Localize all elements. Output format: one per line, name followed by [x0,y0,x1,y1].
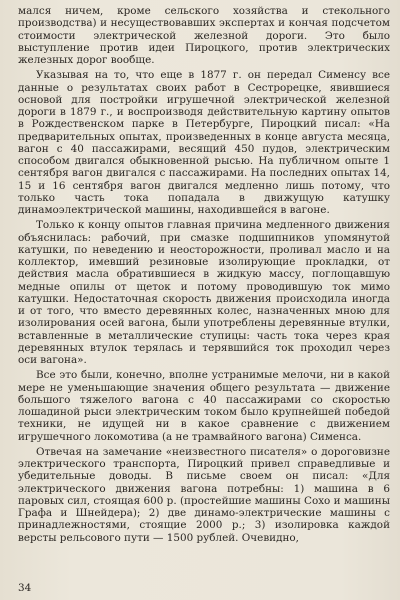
paragraph-5: Отвечая на замечание «неизвестного писателя» о дороговизне электрического транспорта, Пироцкий привел справедливые и убедительные доводы. В письме своем он писал: «Для электрического движения вагона потребны: 1) машина в 6 паровых сил, стоящая 600 р. (простейшие машины Сохо и машины Графа и Шнейдера); 2) две динамо-электрические машины с принадлежностями, стоящие 2000 р.; 3) изолировка каждой версты рельсового пути — 1500 рублей. Очевидно, [18,445,390,544]
paragraph-1: мался ничем, кроме сельского хозяйства и стекольного производства) и несуществовавших экспертах и кончая подсчетом стоимости электрической железной дороги. Это было выступление против идеи Пироцкого, против электрических железных дорог вообще. [18,5,390,66]
page-number: 34 [18,582,32,594]
paragraph-4: Все это были, конечно, вполне устранимые мелочи, ни в какой мере не уменьшающие значения общего результата — движение большого тяжелого вагона с 40 пассажирами со скоростью лошадиной рыси электрическим током было крупнейшей победой техники, не идущей ни в какое сравнение с движением игрушечного локомотива (а не трамвайного вагона) Сименса. [18,369,390,443]
paragraph-3: Только к концу опытов главная причина медленного движения объяснилась: рабочий, при смазке подшипников упомянутой катушки, по неведению и неосторожности, проливал масло и на коллектор, имевший резиновые изолирующие прокладки, от действия масла обратившиеся в жидкую массу, поглощавшую медные опилы от щеток и потому проводившую ток мимо катушки. Недостаточная скорость движения происходила иногда и от того, что вместо деревянных колес, назначенных мною для изолирования осей вагона, были употреблены деревянные втулки, вставленные в металлические ступицы: часть тока через края деревянных втулок терялась и терявшийся ток проходил через оси вагона». [18,219,390,366]
paragraph-2: Указывая на то, что еще в 1877 г. он передал Сименсу все данные о результатах своих работ в Сестрорецке, явившиеся основой для постройки игрушечной электрической железной дороги в 1879 г., и воспроизводя действительную картину опытов в Рождественском парке в Петербурге, Пироцкий писал: «На предварительных опытах, произведенных в конце августа месяца, вагон с 40 пассажирами, весящий 450 пудов, электрическим способом двигался обыкновенной рысью. На публичном опыте 1 сентября вагон двигался с пассажирами. На последних опытах 14, 15 и 16 сентября вагон двигался медленно лишь потому, что только часть тока попадала в движущую катушку динамоэлектрической машины, находившейся в вагоне. [18,69,390,216]
body-text [18,5,390,544]
